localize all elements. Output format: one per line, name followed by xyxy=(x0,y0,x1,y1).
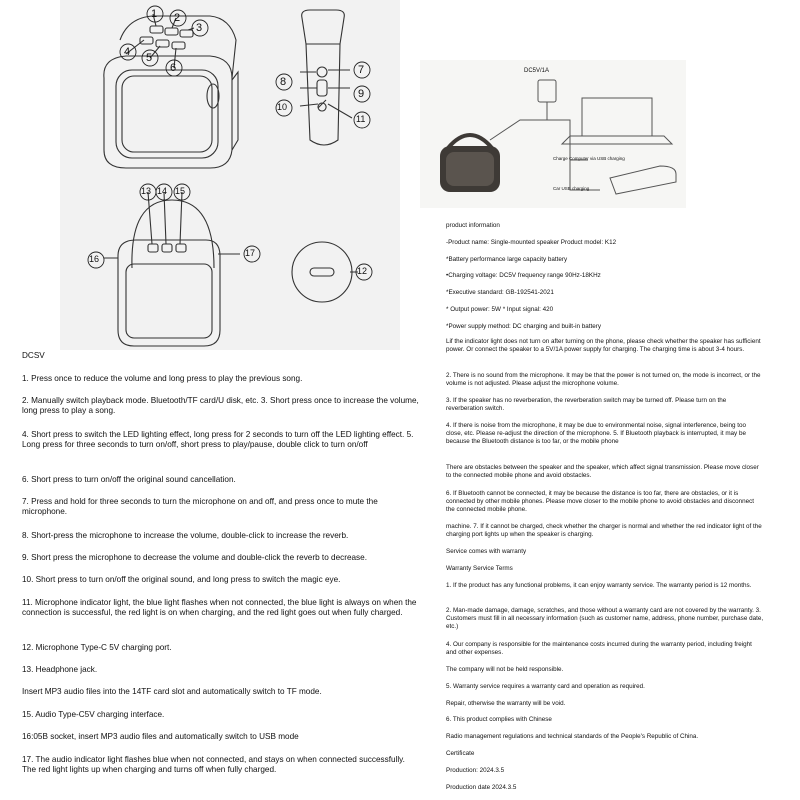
label-3: 3 xyxy=(196,22,203,34)
label-2: 2 xyxy=(174,12,181,24)
warranty-item: 4. Our company is responsible for the maintenance costs incurred during the warranty period, including freight and other expenses. xyxy=(446,641,752,657)
car-charging-label: Car USB charging xyxy=(553,186,590,191)
label-13: 13 xyxy=(141,186,152,196)
speaker-handle xyxy=(132,200,214,268)
troubleshoot-item: 3. If the speaker has no reverberation, the reverberation switch may be turned off. Please turn on the reverberation switch. xyxy=(446,397,727,413)
charging-illustration xyxy=(420,60,686,208)
label-12: 12 xyxy=(357,266,368,276)
instruction-item: 2. Manually switch playback mode. Bluetooth/TF card/U disk, etc. 3. Short press once to increase the volume, long press to play a song. xyxy=(22,396,419,416)
troubleshoot-item: 6. If Bluetooth cannot be connected, it may be because the distance is too far, there are obstacles, or it is connected by other mobile phones. Please move closer to the mobile phone to avoid obstacles and disconnect the connected mobile phone. xyxy=(446,490,755,514)
warranty-item: 6. This product complies with Chinese xyxy=(446,716,552,723)
label-14: 14 xyxy=(157,186,168,196)
info-line: *Power supply method: DC charging and built-in battery xyxy=(446,323,602,330)
speaker-led-window xyxy=(116,70,218,158)
warranty-heading: Service comes with warranty xyxy=(446,548,527,555)
instruction-item: 9. Short press the microphone to decrease the volume and double-click the reverb to decrease. xyxy=(22,553,367,562)
production-date: Production date 2024.3.5 xyxy=(446,784,517,791)
troubleshoot-item: machine. 7. If it cannot be charged, check whether the charger is normal and whether the red indicator light of the charging port lights up when the speaker is charging. xyxy=(446,523,762,539)
product-diagram xyxy=(60,0,400,350)
instruction-item: 4. Short press to switch the LED lighting effect, long press for 2 seconds to turn off the LED lighting effect. 5. Long press for three seconds to turn on/off, short press to play/pause, double click to turn on/off xyxy=(22,430,414,450)
info-line: * Output power: 5W * Input signal: 420 xyxy=(446,306,554,313)
speaker-body-back xyxy=(118,240,220,346)
label-7: 7 xyxy=(358,64,365,76)
label-10: 10 xyxy=(277,102,288,112)
info-line: *Executive standard: GB-192541-2021 xyxy=(446,289,554,296)
instruction-item: 11. Microphone indicator light, the blue light flashes when not connected, the blue light is always on when the connection is successful, the red light is on when charging, and the red light goes out when fully charged. xyxy=(22,598,417,618)
instruction-item: 12. Microphone Type-C 5V charging port. xyxy=(22,643,172,652)
instruction-item: Insert MP3 audio files into the 14TF card slot and automatically switch to TF mode. xyxy=(22,687,322,696)
instruction-item: 6. Short press to turn on/off the original sound cancellation. xyxy=(22,475,236,484)
instruction-item: 15. Audio Type-C5V charging interface. xyxy=(22,710,165,719)
label-9: 9 xyxy=(358,88,365,100)
instruction-item: 10. Short press to turn on/off the original sound, and long press to switch the magic eye. xyxy=(22,575,341,584)
info-line: -Product name: Single-mounted speaker Product model: K12 xyxy=(446,239,617,246)
warranty-item: 2. Man-made damage, damage, scratches, and those without a warranty card are not covered by the warranty. 3. Customers must fill in all necessary information (such as customer name, address, phone number, purchase date, etc.) xyxy=(446,607,764,631)
label-5: 5 xyxy=(146,52,153,64)
troubleshoot-item: 2. There is no sound from the microphone. It may be that the power is not turned on, the mode is incorrect, or the volume is not adjusted. Please adjust the microphone volume. xyxy=(446,372,761,388)
label-6: 6 xyxy=(170,62,177,74)
production-label: Production: 2024.3.5 xyxy=(446,767,505,774)
troubleshoot-item: Lif the indicator light does not turn on after turning on the phone, please check whether the speaker has sufficient power. Or connect the speaker to a 5V/1A power supply for charging. The charging time is about 3-4 hours. xyxy=(446,338,761,354)
certificate-label: Certificate xyxy=(446,750,475,757)
instruction-item: 17. The audio indicator light flashes blue when not connected, and stays on when connected successfully. The red light lights up when charging and turns off when fully charged. xyxy=(22,755,405,775)
product-info-heading: product information xyxy=(446,222,500,229)
label-4: 4 xyxy=(124,46,131,58)
warranty-terms-heading: Warranty Service Terms xyxy=(446,565,513,572)
label-8: 8 xyxy=(280,76,287,88)
speaker-top xyxy=(120,16,236,78)
troubleshoot-item: 4. If there is noise from the microphone, it may be due to environmental noise, signal interference, being too close, etc. Please re-adjust the direction of the microphone. 5. If Bluetooth playback is interrupted, it may be because the Bluetooth distance is too far, or the mobile phone xyxy=(446,422,746,446)
speaker-grille xyxy=(126,264,212,338)
instruction-item: 13. Headphone jack. xyxy=(22,665,98,674)
instruction-item: 8. Short-press the microphone to increase the volume, double-click to increase the reverb. xyxy=(22,531,349,540)
diagram-drawing xyxy=(60,0,400,350)
warranty-item: 5. Warranty service requires a warranty card and operation as required. xyxy=(446,683,645,690)
adapter-label: DC5V/1A xyxy=(524,68,550,74)
label-15: 15 xyxy=(175,186,186,196)
side-knob xyxy=(207,84,219,108)
label-16: 16 xyxy=(89,254,100,264)
type-c-port-view xyxy=(292,242,352,302)
info-line: •Charging voltage: DC5V frequency range 90Hz-18KHz xyxy=(446,272,601,279)
label-17: 17 xyxy=(245,248,256,258)
label-11: 11 xyxy=(356,114,366,124)
instructions-title: DCSV xyxy=(22,351,45,360)
troubleshoot-item: There are obstacles between the speaker and the speaker, which affect signal transmission. Please move closer to the connected mobile phone and avoid obstacles. xyxy=(446,464,759,480)
computer-charging-label: Charge Computer via USB charging xyxy=(553,156,625,161)
warranty-item: 1. If the product has any functional problems, it can enjoy warranty service. The warranty period is 12 months. xyxy=(446,582,752,589)
warranty-item: The company will not be held responsible. xyxy=(446,666,564,673)
info-line: *Battery performance large capacity battery xyxy=(446,256,568,263)
instruction-item: 1. Press once to reduce the volume and long press to play the previous song. xyxy=(22,374,303,383)
warranty-item: Radio management regulations and technical standards of the People's Republic of China. xyxy=(446,733,699,740)
warranty-item: Repair, otherwise the warranty will be void. xyxy=(446,700,566,707)
microphone xyxy=(302,10,345,44)
label-1: 1 xyxy=(151,8,158,20)
instruction-item: 16:05B socket, insert MP3 audio files and automatically switch to USB mode xyxy=(22,732,299,741)
instruction-item: 7. Press and hold for three seconds to turn the microphone on and off, and press once to mute the microphone. xyxy=(22,497,378,517)
